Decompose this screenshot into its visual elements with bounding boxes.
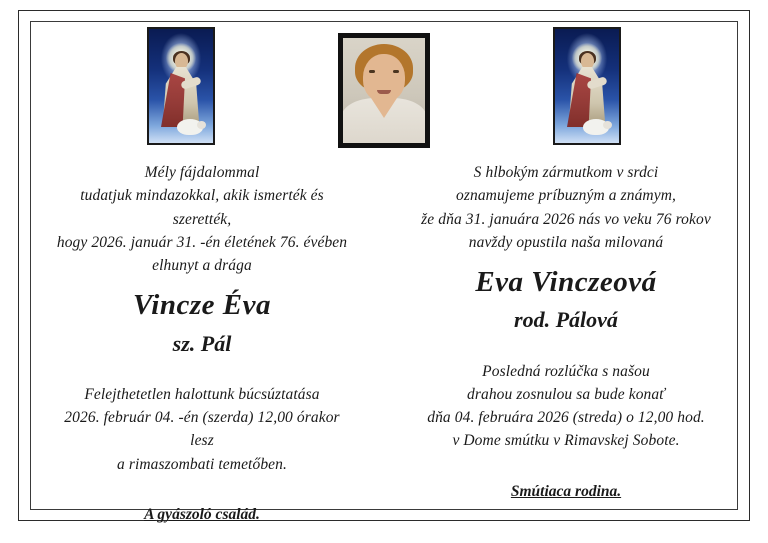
slovak-farewell-line: v Dome smútku v Rimavskej Sobote. [452,432,680,450]
hungarian-farewell-line: 2026. február 04. -én (szerda) 12,00 órakor lesz [64,409,340,450]
images-row [30,27,738,152]
hungarian-intro-line: elhunyt a drága [152,257,252,274]
hungarian-signature: A gyászoló család. [144,505,260,523]
hungarian-intro-line: hogy 2026. január 31. -én életének 76. évében [56,233,348,251]
jesus-good-shepherd-icon-right [553,27,621,145]
slovak-intro-line: oznamujeme príbuzným a známym, [456,187,676,205]
portrait-face-shape [363,54,405,102]
maiden-name-hungarian: sz. Pál [172,330,232,356]
portrait-eye-left-shape [369,70,375,73]
slovak-intro-line: že dňa 31. januára 2026 nás vo veku 76 rokov [421,210,711,228]
jesus-good-shepherd-icon [147,27,215,145]
maiden-name-slovak: rod. Pálová [514,307,618,333]
announcement-content [30,21,738,523]
portrait-eye-right-shape [393,70,399,73]
figure-head-shape [581,53,594,69]
slovak-farewell-line: Posledná rozlúčka s našou [482,362,650,380]
figure-head-shape [175,53,188,69]
hungarian-intro-line: Mély fájdalommal [144,164,260,181]
slovak-intro-line: navždy opustila naša milovaná [468,233,664,251]
hungarian-farewell-line: Felejthetetlen halottunk búcsúztatása [84,385,320,403]
portrait-mouth-shape [377,90,391,94]
slovak-intro-line: S hlbokým zármutkom v srdci [473,164,659,181]
hungarian-farewell-line: a rimaszombati temetőben. [117,455,287,473]
slovak-farewell-line: drahou zosnulou sa bude konať [467,385,665,403]
slovak-farewell [416,360,716,453]
hungarian-farewell [52,383,352,476]
deceased-name-hungarian: Vincze Éva [133,289,271,322]
sheep-head-shape [197,121,206,129]
slovak-signature: Smútiaca rodina. [510,482,622,500]
slovak-column [416,161,716,501]
slovak-intro [416,161,716,254]
hungarian-intro [52,161,352,277]
deceased-name-slovak: Eva Vinczeová [475,266,657,298]
slovak-farewell-line: dňa 04. februára 2026 (streda) o 12,00 hod. [427,409,705,427]
hungarian-column [52,161,352,524]
sheep-head-shape [603,121,612,129]
hungarian-intro-line: tudatjuk mindazokkal, akik ismerték és szerették, [80,187,324,228]
deceased-portrait-photo [338,33,430,148]
